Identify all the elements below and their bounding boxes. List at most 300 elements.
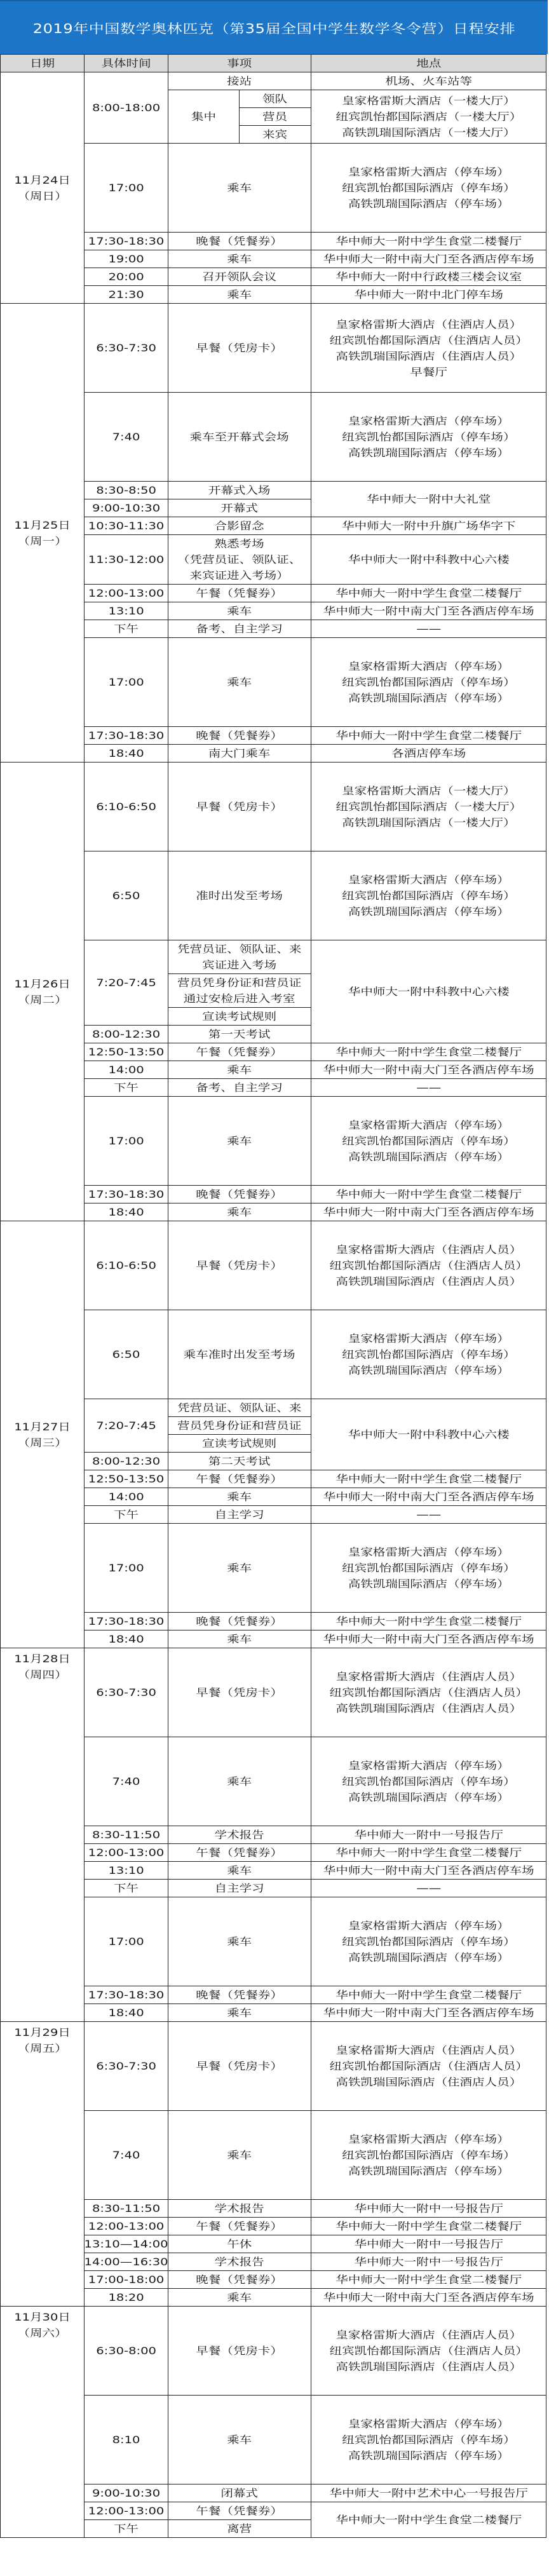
location-cell	[311, 304, 546, 393]
event-cell-line: 营员凭身份证和营员证	[177, 1420, 302, 1432]
table-row	[1, 286, 546, 304]
location-cell-line: 纽宾凯怡都国际酒店（停车场）	[341, 1775, 515, 1787]
location-cell-line: 皇家格雷斯大酒店（一楼大厅）	[341, 95, 515, 107]
event-cell-line: 乘车	[227, 1562, 252, 1574]
time-cell-line: 13:10	[108, 605, 144, 617]
location-cell-line: 高铁凯瑞国际酒店（住酒店人员）	[335, 2076, 522, 2088]
location-cell-line: 华中师大一附中科教中心六楼	[348, 986, 510, 998]
event-cell-line: 乘车	[227, 1864, 252, 1876]
location-cell	[311, 1310, 546, 1399]
event-cell-line: 召开领队会议	[202, 271, 277, 283]
event-cell-line: 乘车	[227, 288, 252, 301]
event-cell-line: 早餐（凭房卡）	[196, 801, 283, 813]
time-cell-line: 8:30-8:50	[96, 484, 157, 496]
event-cell	[168, 1026, 311, 1043]
location-cell	[311, 1506, 546, 1524]
table-row	[1, 763, 546, 851]
location-cell-line: 华中师大一附中升旗广场华字下	[341, 520, 515, 532]
event-cell-line: 宣读考试规则	[202, 1010, 277, 1022]
table-row	[1, 1648, 546, 1737]
event-cell-line: 合影留念	[214, 520, 264, 532]
location-cell-line: 高铁凯瑞国际酒店（一楼大厅）	[341, 126, 515, 139]
location-cell	[311, 2396, 546, 2484]
location-cell	[311, 482, 546, 517]
table-row	[1, 602, 546, 620]
event-cell-line: 南大门乘车	[208, 747, 271, 759]
location-cell-line: 纽宾凯怡都国际酒店（一楼大厅）	[335, 111, 522, 123]
table-row	[1, 2307, 546, 2396]
table-row	[1, 2271, 546, 2289]
event-cell-line: 午餐（凭餐券）	[196, 1046, 283, 1058]
location-cell	[311, 1221, 546, 1310]
location-cell-line: 高铁凯瑞国际酒店（停车场）	[348, 692, 510, 704]
location-cell	[311, 144, 546, 233]
time-cell-line: 17:00	[108, 1562, 144, 1574]
location-cell	[311, 2004, 546, 2022]
location-cell-line: 华中师大一附中科教中心六楼	[348, 1428, 510, 1441]
time-cell-line: 12:00-13:00	[88, 1847, 165, 1859]
location-cell	[311, 1524, 546, 1613]
location-cell-line: 皇家格雷斯大酒店（停车场）	[348, 415, 510, 427]
time-cell-line: 17:00	[108, 1935, 144, 1948]
table-row	[1, 1844, 546, 1862]
location-cell-line: 华中师大一附中南大门至各酒店停车场	[323, 253, 534, 265]
location-cell-line: 皇家格雷斯大酒店（停车场）	[348, 166, 510, 178]
location-cell-line: 各酒店停车场	[391, 747, 466, 759]
weekday-label: （周四）	[17, 1669, 67, 1681]
table-row	[1, 233, 546, 250]
location-cell-line: 华中师大一附中学生食堂二楼餐厅	[335, 1188, 522, 1200]
location-cell	[311, 1826, 546, 1844]
table-row	[1, 304, 546, 393]
header-date: 日期	[1, 55, 85, 72]
date-cell	[1, 763, 85, 1221]
location-cell-line: 纽宾凯怡都国际酒店（停车场）	[341, 182, 515, 194]
location-cell-line: 皇家格雷斯大酒店（住酒店人员）	[335, 318, 522, 330]
location-cell-line: ——	[416, 1508, 441, 1521]
location-cell	[311, 1186, 546, 1203]
time-cell-line: 6:30-7:30	[96, 2060, 157, 2072]
table-row	[1, 2200, 546, 2218]
header-row	[1, 55, 546, 72]
location-cell	[311, 2289, 546, 2307]
location-cell-line: 纽宾凯怡都国际酒店（住酒店人员）	[329, 334, 528, 346]
event-cell-line: 第一天考试	[208, 1028, 271, 1040]
event-cell-line: 晚餐（凭餐券）	[196, 1188, 283, 1200]
location-cell-line: 华中师大一附中南大门至各酒店停车场	[323, 2291, 534, 2303]
time-cell-line: 8:00-12:30	[92, 1455, 161, 1467]
table-row	[1, 2289, 546, 2307]
location-cell	[311, 2218, 546, 2235]
location-cell-line: 华中师大一附中一号报告厅	[354, 1829, 503, 1841]
page-title: 2019年中国数学奥林匹克（第35届全国中学生数学冬令营）日程安排	[32, 21, 515, 36]
table-row	[1, 2502, 546, 2520]
time-cell-line: 17:00-18:00	[88, 2274, 165, 2286]
event-cell-line: 晚餐（凭餐券）	[196, 2274, 283, 2286]
location-cell	[311, 1844, 546, 1862]
location-cell-line: 皇家格雷斯大酒店（停车场）	[348, 1332, 510, 1345]
location-cell	[311, 1470, 546, 1488]
header-location: 地点	[311, 55, 546, 72]
location-cell-line: 华中师大一附中艺术中心一号报告厅	[329, 2487, 528, 2499]
time-cell-line: 21:30	[108, 288, 144, 301]
event-cell	[168, 1453, 311, 1470]
date-cell	[1, 72, 85, 304]
location-cell-line: ——	[416, 1081, 441, 1094]
title-banner	[0, 0, 548, 54]
location-cell	[311, 585, 546, 602]
location-cell	[311, 2484, 546, 2502]
time-cell-line: 18:40	[108, 1206, 144, 1218]
location-cell-line: 华中师大一附中南大门至各酒店停车场	[323, 605, 534, 617]
date-label: 11月27日	[14, 1420, 71, 1433]
table-row	[1, 1061, 546, 1079]
event-cell-line: 午餐（凭餐券）	[196, 587, 283, 599]
time-cell-line: 19:00	[108, 253, 144, 265]
location-cell	[311, 2022, 546, 2111]
event-cell-line: 乘车	[227, 1064, 252, 1076]
location-cell-line: 皇家格雷斯大酒店（停车场）	[348, 1920, 510, 1932]
location-cell	[311, 1630, 546, 1648]
event-cell-line: 备考、自主学习	[196, 623, 283, 635]
location-cell	[311, 2307, 546, 2396]
event-sub-cell-line: 营员	[262, 111, 288, 123]
event-cell-line: 乘车	[227, 1135, 252, 1147]
time-cell-line: 17:30-18:30	[88, 1989, 165, 2001]
time-cell-line: 下午	[114, 1508, 139, 1521]
event-cell	[168, 90, 240, 144]
event-cell-line: 宾证进入考场	[202, 959, 277, 971]
time-cell-line: 17:00	[108, 676, 144, 688]
time-cell-line: 14:00	[108, 1064, 144, 1076]
weekday-label: （周三）	[17, 1436, 67, 1449]
time-cell-line: 下午	[114, 1882, 139, 1894]
table-row	[1, 1862, 546, 1880]
table-row	[1, 268, 546, 286]
location-cell-line: 华中师大一附中科教中心六楼	[348, 553, 510, 566]
header-time: 具体时间	[85, 55, 168, 72]
table-row	[1, 1986, 546, 2004]
location-cell	[311, 2502, 546, 2538]
table-row	[1, 1203, 546, 1221]
location-cell	[311, 1079, 546, 1097]
location-cell-line: 高铁凯瑞国际酒店（停车场）	[348, 198, 510, 210]
location-cell-line: 高铁凯瑞国际酒店（停车场）	[348, 1951, 510, 1963]
location-cell-line: 华中师大一附中大礼堂	[366, 493, 491, 505]
time-cell-line: 17:00	[108, 182, 144, 194]
event-cell	[168, 1399, 311, 1417]
location-cell-line: 高铁凯瑞国际酒店（停车场）	[348, 1791, 510, 1803]
event-sub-cell-line: 领队	[262, 93, 288, 105]
date-cell	[1, 1648, 85, 2022]
time-cell-line: 下午	[114, 2523, 139, 2535]
event-cell-line: 学术报告	[214, 2256, 264, 2268]
time-cell-line: 18:40	[108, 1633, 144, 1645]
event-cell-line: 备考、自主学习	[196, 1081, 283, 1094]
table-row	[1, 72, 546, 90]
time-cell-line: 12:00-13:00	[88, 587, 165, 599]
schedule-table	[0, 54, 546, 2538]
location-cell-line: 华中师大一附中北门停车场	[354, 288, 503, 301]
location-cell	[311, 1862, 546, 1880]
location-cell	[311, 602, 546, 620]
table-row	[1, 1630, 546, 1648]
weekday-label: （周二）	[17, 993, 67, 1006]
table-row	[1, 745, 546, 763]
table-row	[1, 1880, 546, 1897]
time-cell-line: 8:30-11:50	[92, 1829, 161, 1841]
event-cell-line: 乘车	[227, 2434, 252, 2446]
time-cell-line: 12:00-13:00	[88, 2505, 165, 2517]
time-cell-line: 17:00	[108, 1135, 144, 1147]
time-cell-line: 7:40	[112, 431, 140, 443]
time-cell-line: 17:30-18:30	[88, 1188, 165, 1200]
table-row	[1, 517, 546, 535]
date-cell	[1, 2022, 85, 2307]
location-cell-line: 华中师大一附中学生食堂二楼餐厅	[335, 235, 522, 247]
event-cell-line: 乘车	[227, 605, 252, 617]
location-cell	[311, 393, 546, 482]
location-cell-line: 华中师大一附中学生食堂二楼餐厅	[335, 587, 522, 599]
event-cell-line: 乘车	[227, 2291, 252, 2303]
location-cell-line: ——	[416, 623, 441, 635]
location-cell-line: 皇家格雷斯大酒店（住酒店人员）	[335, 2329, 522, 2341]
location-cell-line: 华中师大一附中南大门至各酒店停车场	[323, 1064, 534, 1076]
location-cell	[311, 268, 546, 286]
event-cell-line: 晚餐（凭餐券）	[196, 1989, 283, 2001]
location-cell	[311, 90, 546, 144]
event-cell-line: 来宾证进入考场）	[189, 569, 290, 581]
event-cell-line: 乘车	[227, 1633, 252, 1645]
event-cell-line: 乘车	[227, 1206, 252, 1218]
location-cell-line: 皇家格雷斯大酒店（住酒店人员）	[335, 1671, 522, 1683]
event-cell-line: 午休	[227, 2238, 252, 2250]
location-cell-line: 纽宾凯怡都国际酒店（住酒店人员）	[329, 1259, 528, 1271]
location-cell-line: 华中师大一附中学生食堂二楼餐厅	[335, 1473, 522, 1485]
location-cell-line: 皇家格雷斯大酒店（停车场）	[348, 2418, 510, 2430]
location-cell	[311, 940, 546, 1043]
event-cell-line: 开幕式	[220, 502, 259, 514]
location-cell	[311, 1613, 546, 1630]
date-label: 11月24日	[14, 173, 71, 186]
location-cell-line: 皇家格雷斯大酒店（停车场）	[348, 1759, 510, 1772]
location-cell-line: 高铁凯瑞国际酒店（停车场）	[348, 2450, 510, 2462]
event-cell-line: 凭营员证、领队证、来	[177, 1402, 302, 1414]
location-cell-line: 华中师大一附中学生食堂二楼餐厅	[335, 1847, 522, 1859]
location-cell-line: 纽宾凯怡都国际酒店（停车场）	[341, 1348, 515, 1360]
location-cell	[311, 620, 546, 638]
event-cell-line: 午餐（凭餐券）	[196, 2220, 283, 2232]
time-cell-line: 8:30-11:50	[92, 2202, 161, 2214]
location-cell	[311, 1737, 546, 1826]
location-cell-line: 高铁凯瑞国际酒店（住酒店人员）	[335, 349, 522, 362]
location-cell-line: 机场、火车站等	[384, 75, 472, 87]
event-cell-line: 通过安检后进入考室	[184, 993, 295, 1005]
location-cell-line: 华中师大一附中一号报告厅	[354, 2202, 503, 2214]
location-cell-line: 高铁凯瑞国际酒店（停车场）	[348, 1578, 510, 1590]
table-row	[1, 1470, 546, 1488]
time-cell-line: 20:00	[108, 271, 144, 283]
table-row	[1, 1826, 546, 1844]
event-cell-line: 早餐（凭房卡）	[196, 1259, 283, 1271]
time-cell-line: 18:40	[108, 747, 144, 759]
location-cell-line: 纽宾凯怡都国际酒店（住酒店人员）	[329, 1686, 528, 1698]
table-row	[1, 2253, 546, 2271]
location-cell	[311, 2253, 546, 2271]
location-cell-line: 华中师大一附中学生食堂二楼餐厅	[335, 2514, 522, 2526]
table-row	[1, 2004, 546, 2022]
date-label: 11月29日	[14, 2026, 71, 2038]
date-label: 11月30日	[14, 2311, 71, 2323]
event-cell	[168, 974, 311, 1008]
location-cell-line: 华中师大一附中南大门至各酒店停车场	[323, 1633, 534, 1645]
time-cell-line: 13:10—14:00	[84, 2238, 168, 2250]
event-cell-line: 第二天考试	[208, 1455, 271, 1467]
location-cell	[311, 517, 546, 535]
location-cell-line: 纽宾凯怡都国际酒店（一楼大厅）	[335, 801, 522, 813]
time-cell-line: 11:30-12:00	[88, 553, 165, 566]
location-cell-line: 纽宾凯怡都国际酒店（停车场）	[341, 2434, 515, 2446]
time-cell-line: 17:30-18:30	[88, 235, 165, 247]
event-cell-line: 乘车	[227, 182, 252, 194]
location-cell-line: 皇家格雷斯大酒店（停车场）	[348, 660, 510, 672]
location-cell-line: 高铁凯瑞国际酒店（住酒店人员）	[335, 1275, 522, 1287]
location-cell-line: 华中师大一附中行政楼三楼会议室	[335, 271, 522, 283]
location-cell	[311, 535, 546, 585]
location-cell-line: 华中师大一附中学生食堂二楼餐厅	[335, 1989, 522, 2001]
time-cell-line: 10:30-11:30	[88, 520, 165, 532]
location-cell	[311, 233, 546, 250]
event-cell-line: 早餐（凭房卡）	[196, 2345, 283, 2357]
location-cell-line: 纽宾凯怡都国际酒店（停车场）	[341, 1935, 515, 1948]
location-cell	[311, 763, 546, 851]
location-cell-line: 高铁凯瑞国际酒店（一楼大厅）	[341, 817, 515, 829]
location-cell-line: 皇家格雷斯大酒店（停车场）	[348, 874, 510, 886]
event-cell-line: 乘车至开幕式会场	[189, 431, 290, 443]
location-cell-line: 纽宾凯怡都国际酒店（停车场）	[341, 1562, 515, 1574]
location-cell-line: 华中师大一附中南大门至各酒店停车场	[323, 1491, 534, 1503]
location-cell-line: 纽宾凯怡都国际酒店（住酒店人员）	[329, 2345, 528, 2357]
location-cell	[311, 638, 546, 727]
location-cell-line: 纽宾凯怡都国际酒店（停车场）	[341, 2149, 515, 2161]
event-cell-line: 午餐（凭餐券）	[196, 2505, 283, 2517]
location-cell-line: 纽宾凯怡都国际酒店（停车场）	[341, 890, 515, 902]
event-cell-line: 学术报告	[214, 1829, 264, 1841]
event-cell-line: 熟悉考场	[214, 538, 264, 550]
table-row	[1, 2235, 546, 2253]
event-cell-line: 早餐（凭房卡）	[196, 342, 283, 354]
time-cell-line: 7:40	[112, 1775, 140, 1787]
location-cell-line: 华中师大一附中学生食堂二楼餐厅	[335, 729, 522, 742]
location-cell-line: ——	[416, 1882, 441, 1894]
event-cell-line: （凭营员证、领队证、	[177, 553, 302, 566]
table-row	[1, 620, 546, 638]
event-cell-line: 晚餐（凭餐券）	[196, 1615, 283, 1627]
time-cell-line: 13:10	[108, 1864, 144, 1876]
weekday-label: （周五）	[17, 2042, 67, 2054]
event-cell-line: 乘车	[227, 676, 252, 688]
location-cell-line: 高铁凯瑞国际酒店（住酒店人员）	[335, 2361, 522, 2373]
location-cell	[311, 2271, 546, 2289]
time-cell-line: 6:50	[112, 1348, 140, 1360]
location-cell-line: 纽宾凯怡都国际酒店（住酒店人员）	[329, 2060, 528, 2072]
location-cell-line: 皇家格雷斯大酒店（停车场）	[348, 2133, 510, 2145]
event-cell-line: 乘车	[227, 1491, 252, 1503]
time-cell-line: 6:10-6:50	[96, 1259, 157, 1271]
table-row	[1, 585, 546, 602]
location-cell	[311, 727, 546, 745]
location-cell	[311, 2200, 546, 2218]
location-cell-line: 皇家格雷斯大酒店（住酒店人员）	[335, 2044, 522, 2056]
event-cell-line: 学术报告	[214, 2202, 264, 2214]
location-cell-line: 皇家格雷斯大酒店（停车场）	[348, 1546, 510, 1558]
event-cell-line: 离营	[227, 2523, 252, 2535]
table-row	[1, 482, 546, 499]
location-cell-line: 华中师大一附中学生食堂二楼餐厅	[335, 1615, 522, 1627]
time-cell-line: 17:30-18:30	[88, 729, 165, 742]
event-cell-line: 乘车	[227, 253, 252, 265]
location-cell-line: 高铁凯瑞国际酒店（停车场）	[348, 905, 510, 918]
event-cell-line: 早餐（凭房卡）	[196, 2060, 283, 2072]
event-cell-line: 晚餐（凭餐券）	[196, 729, 283, 742]
location-cell	[311, 1880, 546, 1897]
event-sub-cell	[240, 126, 311, 144]
event-cell-line: 准时出发至考场	[196, 890, 283, 902]
date-label: 11月28日	[14, 1653, 71, 1665]
table-row	[1, 1221, 546, 1310]
table-row	[1, 1506, 546, 1524]
event-cell	[168, 499, 311, 517]
schedule-body	[1, 72, 546, 2538]
location-cell-line: 皇家格雷斯大酒店（住酒店人员）	[335, 1244, 522, 1256]
location-cell	[311, 2111, 546, 2200]
location-cell-line: 皇家格雷斯大酒店（停车场）	[348, 1119, 510, 1131]
event-sub-cell-line: 来宾	[262, 128, 288, 140]
location-cell-line: 高铁凯瑞国际酒店（停车场）	[348, 447, 510, 459]
location-cell	[311, 2235, 546, 2253]
table-row	[1, 727, 546, 745]
event-cell-line: 自主学习	[214, 1508, 264, 1521]
location-cell-line: 华中师大一附中学生食堂二楼餐厅	[335, 1046, 522, 1058]
event-cell	[168, 1417, 311, 1435]
location-cell-line: 皇家格雷斯大酒店（一楼大厅）	[341, 785, 515, 797]
event-cell-line: 宣读考试规则	[202, 1437, 277, 1449]
weekday-label: （周一）	[17, 534, 67, 547]
time-cell-line: 6:10-6:50	[96, 801, 157, 813]
weekday-label: （周六）	[17, 2327, 67, 2339]
table-row	[1, 2484, 546, 2502]
time-cell-line: 14:00	[108, 1491, 144, 1503]
event-cell-line: 午餐（凭餐券）	[196, 1847, 283, 1859]
event-cell	[168, 940, 311, 974]
time-cell-line: 12:00-13:00	[88, 2220, 165, 2232]
location-cell-line: 华中师大一附中学生食堂二楼餐厅	[335, 2274, 522, 2286]
time-cell-line: 7:20-7:45	[96, 977, 157, 989]
location-cell-line: 高铁凯瑞国际酒店（停车场）	[348, 1364, 510, 1376]
time-cell-line: 下午	[114, 623, 139, 635]
location-cell	[311, 851, 546, 940]
time-cell-line: 14:00—16:30	[84, 2256, 168, 2268]
time-cell-line: 9:00-10:30	[92, 2487, 161, 2499]
table-row	[1, 1613, 546, 1630]
location-cell-line: 华中师大一附中一号报告厅	[354, 2256, 503, 2268]
event-cell-line: 闭幕式	[220, 2487, 259, 2499]
time-cell-line: 12:50-13:50	[88, 1046, 165, 1058]
table-row	[1, 250, 546, 268]
event-cell-line: 接站	[227, 75, 252, 87]
location-cell-line: 高铁凯瑞国际酒店（停车场）	[348, 1151, 510, 1163]
location-cell	[311, 72, 546, 90]
